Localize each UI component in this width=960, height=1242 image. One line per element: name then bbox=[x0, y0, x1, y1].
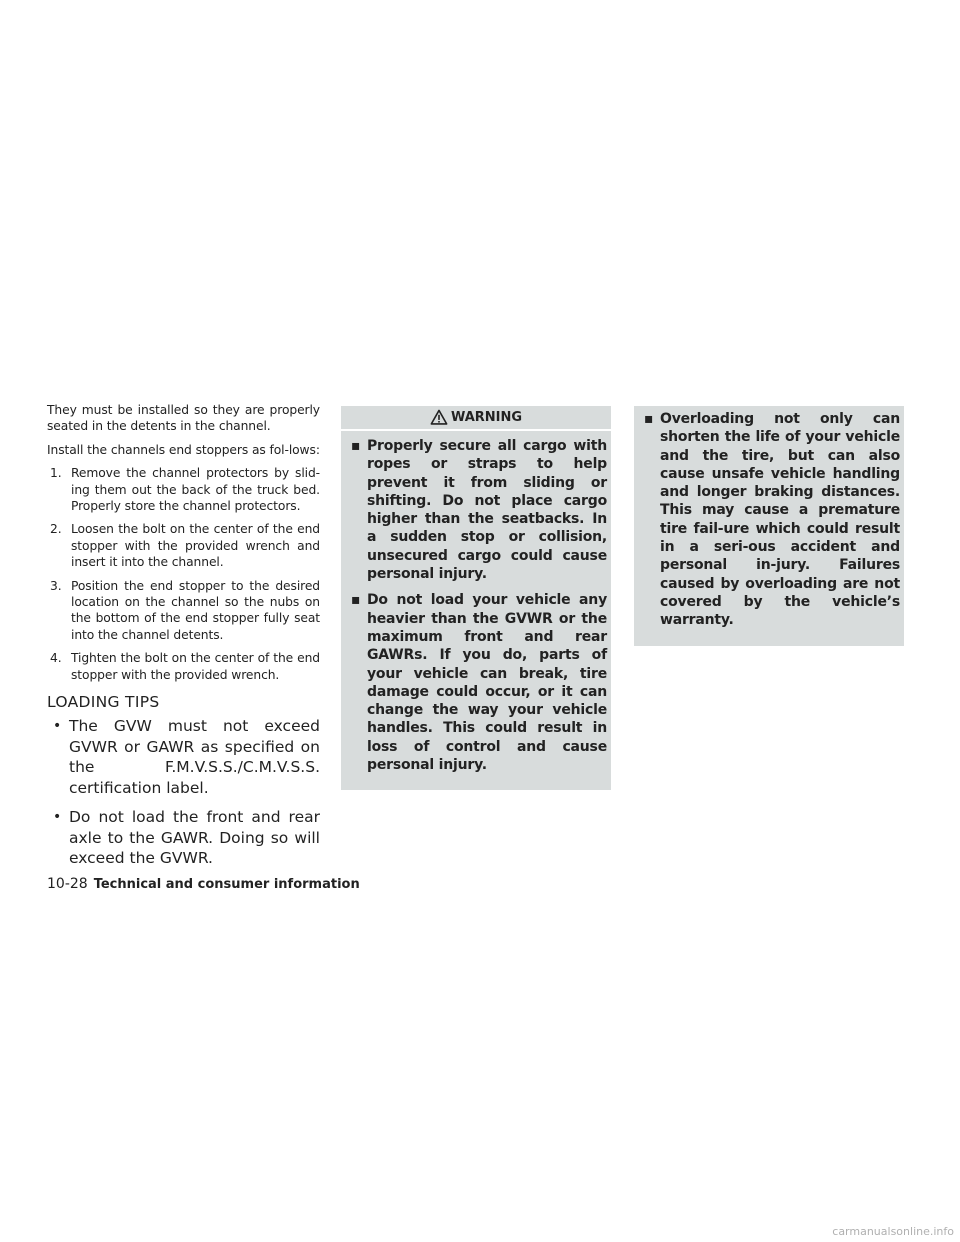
step-item: 2. Loosen the bolt on the center of the end stopper with the provided wrench and insert it into the channel. bbox=[50, 522, 320, 570]
warning-box-continued bbox=[634, 406, 904, 646]
warning-title: WARNING bbox=[450, 409, 523, 425]
warning-box bbox=[341, 406, 611, 790]
loading-tips-list bbox=[47, 716, 320, 869]
step-item: 3. Position the end stopper to the desired location on the channel so the nubs on the bottom of the end stopper fully seat into the channel detents. bbox=[50, 578, 320, 642]
chapter-title: Technical and consumer information bbox=[93, 877, 360, 892]
step-item: 4. Tighten the bolt on the center of the end stopper with the provided wrench. bbox=[50, 651, 320, 682]
warning-item: ▪ Overloading not only can shorten the life of your vehicle and the tire, but can also cause unsafe vehicle handling and longer braking distances. This may cause a premature tire fail-ure which could result in a seri-ous accident and personal in-jury. Failures caused by overloading are not covered by the vehicle’s warranty. bbox=[644, 411, 900, 629]
page-number: 10-28 bbox=[47, 876, 88, 892]
warning-icon bbox=[430, 409, 448, 425]
tip-item: • Do not load the front and rear axle to the GAWR. Doing so will exceed the GVWR. bbox=[53, 808, 320, 868]
warning-item: ▪ Do not load your vehicle any heavier than the GVWR or the maximum front and rear GAWRs. If you do, parts of your vehicle can break, tire damage could occur, or it can change the way your vehicle handles. This could result in loss of control and cause personal injury. bbox=[351, 592, 607, 774]
watermark: carmanualsonline.info bbox=[832, 1225, 954, 1238]
left-column bbox=[47, 402, 320, 878]
section-title: LOADING TIPS bbox=[47, 693, 160, 712]
page-footer bbox=[47, 876, 360, 892]
install-intro: Install the channels end stoppers as fol-lows: bbox=[47, 442, 320, 457]
install-steps bbox=[47, 465, 320, 683]
warning-header bbox=[341, 406, 611, 431]
warning-list-continued bbox=[642, 408, 900, 630]
tip-item: • The GVW must not exceed GVWR or GAWR as specified on the F.M.V.S.S./C.M.V.S.S. certification label. bbox=[53, 717, 320, 797]
warning-item: ▪ Properly secure all cargo with ropes or straps to help prevent it from sliding or shifting. Do not place cargo higher than the seatbacks. In a sudden stop or collision, unsecured cargo could cause personal injury. bbox=[351, 438, 607, 583]
step-item: 1. Remove the channel protectors by slid-ing them out the back of the truck bed. Properly store the channel protectors. bbox=[50, 466, 320, 514]
warning-list bbox=[349, 431, 607, 774]
intro-text: They must be installed so they are properly seated in the detents in the channel. bbox=[47, 403, 320, 434]
